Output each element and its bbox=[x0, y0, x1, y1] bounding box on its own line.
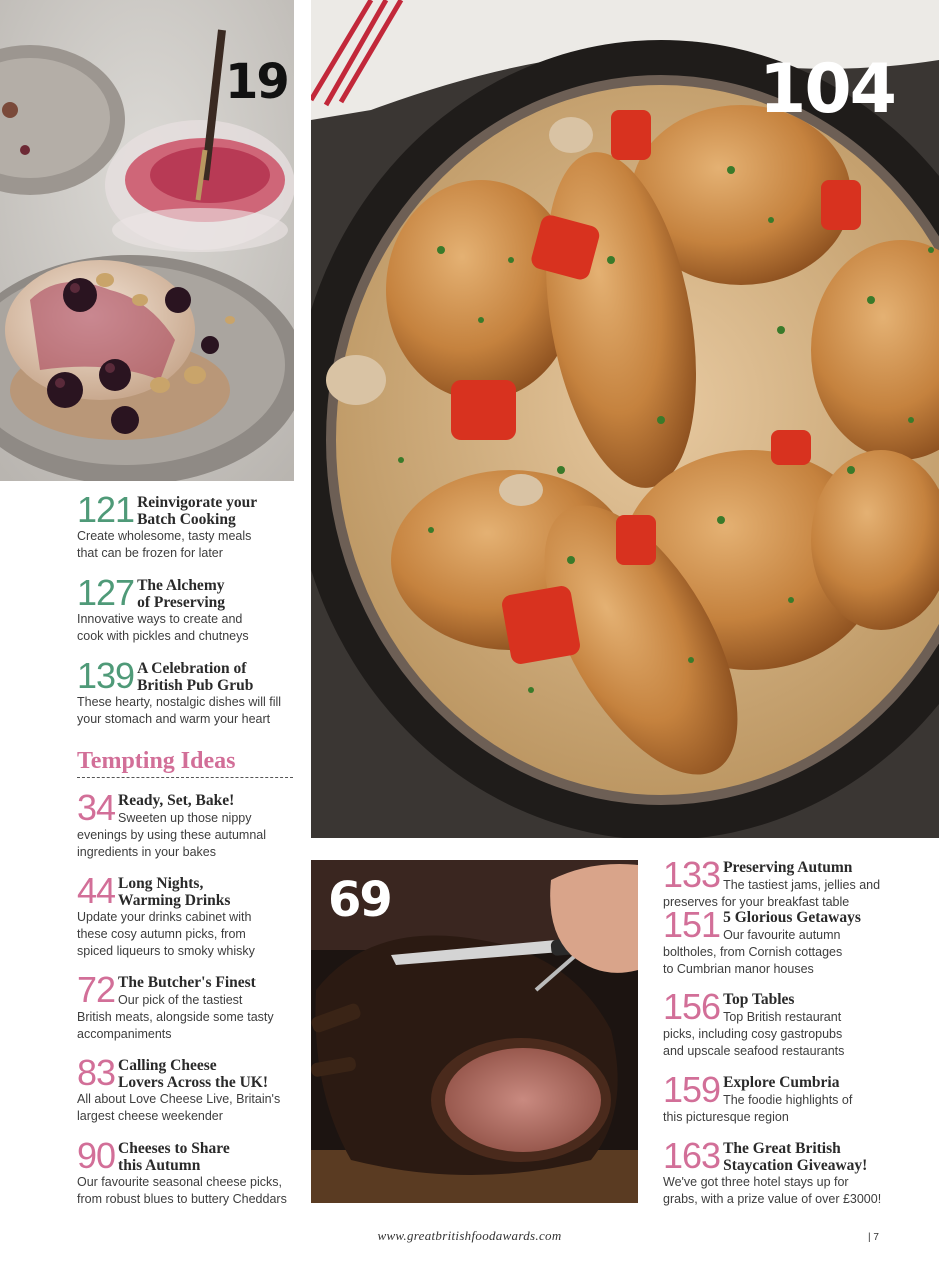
entry-page-number: 156 bbox=[663, 986, 721, 1027]
entry-page-number: 133 bbox=[663, 854, 721, 895]
entry-title-line: this Autumn bbox=[118, 1157, 201, 1174]
entry-title-line: Top Tables bbox=[723, 991, 795, 1008]
entry-description-line: These hearty, nostalgic dishes will fill bbox=[77, 695, 282, 709]
entry-title-line: Reinvigorate your bbox=[137, 494, 258, 511]
toc-entry-127[interactable] bbox=[77, 572, 302, 645]
dessert-photo bbox=[0, 0, 294, 481]
entry-title-line: Explore Cumbria bbox=[723, 1074, 840, 1091]
entry-description-line: that can be frozen for later bbox=[77, 546, 223, 560]
entry-description-line: preserves for your breakfast table bbox=[663, 895, 850, 909]
entry-title-line: Lovers Across the UK! bbox=[118, 1074, 269, 1091]
toc-entry-90[interactable] bbox=[77, 1135, 302, 1208]
entry-description-line: largest cheese weekender bbox=[77, 1109, 223, 1123]
entry-description-line: British meats, alongside some tasty bbox=[77, 1010, 274, 1024]
entry-description-line: Our favourite seasonal cheese picks, bbox=[77, 1175, 282, 1189]
entry-description-line: The tastiest jams, jellies and bbox=[723, 878, 881, 892]
entry-description-line: to Cumbrian manor houses bbox=[663, 962, 814, 976]
page-number-19: 19 bbox=[225, 54, 288, 110]
entry-description-line: your stomach and warm your heart bbox=[77, 712, 271, 726]
entry-description-line: Our pick of the tastiest bbox=[118, 993, 243, 1007]
page-folio: | 7 bbox=[868, 1232, 879, 1243]
entry-page-number: 83 bbox=[77, 1052, 116, 1093]
entry-title-line: of Preserving bbox=[137, 594, 226, 611]
toc-entry-34[interactable] bbox=[77, 787, 302, 861]
entry-title-line: Warming Drinks bbox=[118, 892, 231, 909]
entry-page-number: 163 bbox=[663, 1135, 721, 1176]
chicken-photo bbox=[311, 0, 939, 838]
entry-description-line: from robust blues to buttery Cheddars bbox=[77, 1192, 287, 1206]
toc-entry-163[interactable] bbox=[663, 1135, 898, 1208]
entry-description-line: grabs, with a prize value of over £3000! bbox=[663, 1192, 882, 1206]
entry-description-line: picks, including cosy gastropubs bbox=[663, 1027, 843, 1041]
entry-description-line: Innovative ways to create and bbox=[77, 612, 243, 626]
toc-entry-72[interactable] bbox=[77, 969, 302, 1043]
entry-page-number: 90 bbox=[77, 1135, 116, 1176]
section-heading-tempting-ideas: Tempting Ideas bbox=[77, 748, 293, 778]
entry-title-line: The Butcher's Finest bbox=[118, 974, 256, 991]
entry-title-line: Calling Cheese bbox=[118, 1057, 217, 1074]
entry-title-line: The Great British bbox=[723, 1140, 841, 1157]
entry-page-number: 159 bbox=[663, 1069, 721, 1110]
entry-description-line: these cosy autumn picks, from bbox=[77, 927, 246, 941]
toc-entry-156[interactable] bbox=[663, 986, 893, 1060]
toc-entry-159[interactable] bbox=[663, 1069, 893, 1126]
beef-photo bbox=[311, 860, 638, 1203]
entry-description-line: and upscale seafood restaurants bbox=[663, 1044, 845, 1058]
entry-description-line: spiced liqueurs to smoky whisky bbox=[77, 944, 255, 958]
entry-description-line: Update your drinks cabinet with bbox=[77, 910, 252, 924]
entry-description-line: this picturesque region bbox=[663, 1110, 789, 1124]
entry-description-line: Sweeten up those nippy bbox=[118, 811, 252, 825]
entry-page-number: 121 bbox=[77, 489, 135, 530]
entry-description-line: cook with pickles and chutneys bbox=[77, 629, 249, 643]
toc-entry-151[interactable] bbox=[663, 904, 893, 978]
toc-entry-44[interactable] bbox=[77, 870, 302, 960]
entry-description-line: The foodie highlights of bbox=[723, 1093, 853, 1107]
entry-title-line: Long Nights, bbox=[118, 875, 204, 892]
entry-page-number: 44 bbox=[77, 870, 116, 911]
page-number-69: 69 bbox=[328, 872, 391, 928]
entry-description-line: All about Love Cheese Live, Britain's bbox=[77, 1092, 281, 1106]
entry-title-line: British Pub Grub bbox=[137, 677, 254, 694]
entry-title-line: Preserving Autumn bbox=[723, 859, 853, 876]
toc-entry-139[interactable] bbox=[77, 655, 302, 728]
entry-title-line: The Alchemy bbox=[137, 577, 225, 594]
toc-entry-121[interactable] bbox=[77, 489, 302, 562]
entry-description-line: Our favourite autumn bbox=[723, 928, 841, 942]
entry-title-line: Cheeses to Share bbox=[118, 1140, 230, 1157]
footer-website-url[interactable]: www.greatbritishfoodawards.com bbox=[377, 1228, 562, 1243]
entry-title-line: Batch Cooking bbox=[137, 511, 236, 528]
entry-description-line: evenings by using these autumnal bbox=[77, 828, 267, 842]
entry-description-line: boltholes, from Cornish cottages bbox=[663, 945, 843, 959]
entry-description-line: We've got three hotel stays up for bbox=[663, 1175, 849, 1189]
entry-page-number: 34 bbox=[77, 787, 116, 828]
entry-title-line: Ready, Set, Bake! bbox=[118, 792, 235, 809]
entry-description-line: Create wholesome, tasty meals bbox=[77, 529, 252, 543]
entry-description-line: accompaniments bbox=[77, 1027, 172, 1041]
page-number-104: 104 bbox=[759, 50, 895, 129]
entry-description-line: Top British restaurant bbox=[723, 1010, 842, 1024]
entry-page-number: 127 bbox=[77, 572, 135, 613]
entry-page-number: 151 bbox=[663, 904, 721, 945]
toc-entry-83[interactable] bbox=[77, 1052, 302, 1125]
entry-title-line: Staycation Giveaway! bbox=[723, 1157, 868, 1174]
entry-title-line: 5 Glorious Getaways bbox=[723, 909, 861, 926]
entry-page-number: 139 bbox=[77, 655, 135, 696]
entry-description-line: ingredients in your bakes bbox=[77, 845, 216, 859]
entry-page-number: 72 bbox=[77, 969, 116, 1010]
entry-title-line: A Celebration of bbox=[137, 660, 247, 677]
